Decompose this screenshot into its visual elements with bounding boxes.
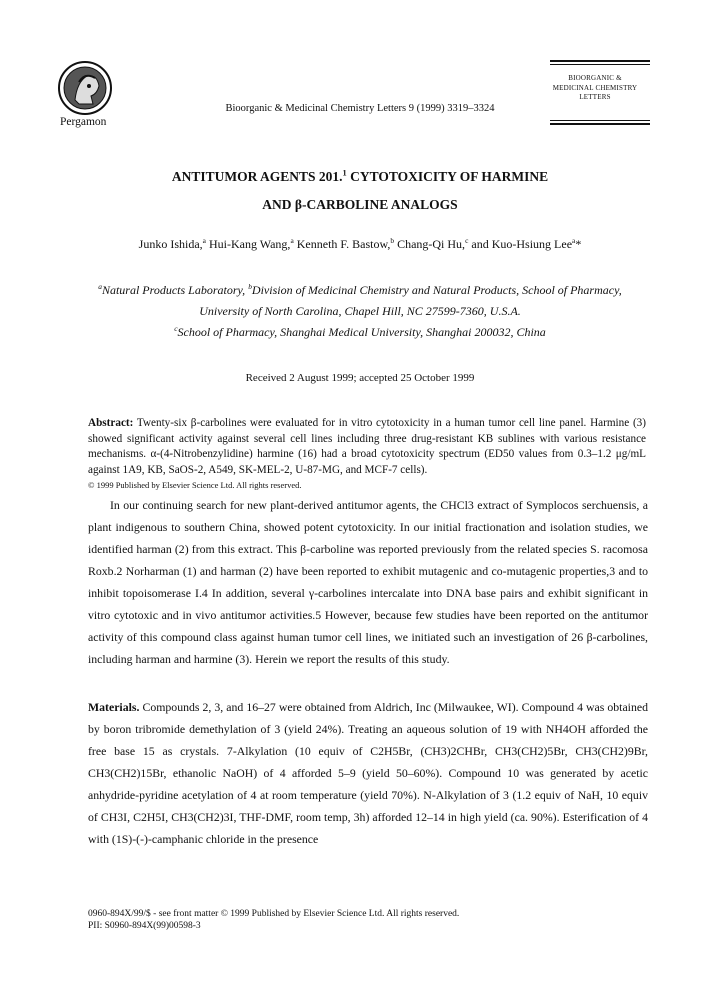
brand-line: LETTERS xyxy=(579,93,611,101)
abstract-text: Twenty-six β-carbolines were evaluated for in vitro cytotoxicity in a human tumor cell line panel. Harmine (3) showed significant activity against several cell lines including three drug-resistant KB sublines with various resistance mechanisms. α-(4-Nitrobenzylidine) harmine (16) had a broad cytotoxicity spectrum (ED50 values from 0.3–1.2 μg/mL against 1A9, KB, SaOS-2, A549, SK-MEL-2, U-87-MG, and MCF-7 cells). xyxy=(88,417,646,476)
abstract-copyright: © 1999 Published by Elsevier Science Ltd. All rights reserved. xyxy=(88,480,302,490)
affiliation-line: University of North Carolina, Chapel Hill, NC 27599-7360, U.S.A. xyxy=(199,304,521,318)
journal-brand xyxy=(540,74,650,103)
abstract-label: Abstract: xyxy=(88,417,134,429)
materials-label: Materials. xyxy=(88,700,140,714)
footer-pii: PII: S0960-894X(99)00598-3 xyxy=(88,921,201,931)
bottom-rule xyxy=(550,123,650,125)
author: Junko Ishida,$^a$ xyxy=(138,236,206,251)
title-line-1: ANTITUMOR AGENTS 201.$^1$ CYTOTOXICITY OF HARMINE xyxy=(171,168,549,184)
author: Kenneth F. Bastow,$^b$ xyxy=(296,236,395,251)
affiliation-line: $^c$School of Pharmacy, Shanghai Medical University, Shanghai 200032, China xyxy=(174,324,546,339)
affiliation-line: $^a$Natural Products Laboratory, $^b$Division of Medicinal Chemistry and Natural Products, School of Pharmacy, xyxy=(98,282,622,297)
abstract xyxy=(88,416,646,494)
top-rule-thin xyxy=(550,64,650,65)
title-line-2: AND β-CARBOLINE ANALOGS xyxy=(262,197,458,212)
author: Kuo-Hsiung Lee$^a$* xyxy=(491,236,582,251)
footer xyxy=(88,908,459,932)
bottom-rule-thin xyxy=(550,120,650,121)
journal-citation: Bioorganic & Medicinal Chemistry Letters 9 (1999) 3319–3324 xyxy=(225,103,495,114)
top-rule xyxy=(550,60,650,62)
intro-paragraph: In our continuing search for new plant-derived antitumor agents, the CHCl3 extract of Symplocos serchuensis, a plant indigenous to southern China, showed potent cytotoxicity. In our initial fractionation and isolation studies, we identified harman (2) from this extract. This β-carboline was reported previously from the related species S. racomosa Roxb.2 Norharman (1) and harman (2) have been reported to exhibit mutagenic and co-mutagenic properties,3 and to inhibit topoisomerase I.4 In addition, several γ-carbolines intercalate into DNA base pairs and exhibit significant in vitro cytotoxic and in vivo antitumor activities.5 However, because few studies have been reported on the antitumor activity of this compound class against human tumor cell lines, we initiated such an investigation of 26 β-carbolines, including harman and harmine (3). Herein we report the results of this study. xyxy=(88,498,648,666)
author-list xyxy=(0,237,720,252)
author: Hui-Kang Wang,$^a$ xyxy=(208,236,294,251)
paper-title xyxy=(0,163,720,219)
brand-line: MEDICINAL CHEMISTRY xyxy=(552,83,638,92)
footer-copyright: 0960-894X/99/$ - see front matter © 1999 Published by Elsevier Science Ltd. All rights reserved. xyxy=(88,909,460,919)
brand-line: BIOORGANIC & xyxy=(568,74,622,82)
publisher-name: Pergamon xyxy=(60,116,107,128)
footnote-ref: 1 xyxy=(342,168,347,178)
affiliations xyxy=(0,280,720,343)
author: Chang-Qi Hu,$^c$ and xyxy=(397,236,492,251)
received-dates: Received 2 August 1999; accepted 25 October 1999 xyxy=(245,372,475,384)
materials-paragraph: Materials. Compounds 2, 3, and 16–27 were obtained from Aldrich, Inc (Milwaukee, WI). Compound 4 was obtained by boron tribromide demethylation of 3 (yield 24%). Treating an aqueous solution of 19 with NH4OH afforded the free base 15 as crystals. 7-Alkylation (10 equiv of C2H5Br, (CH3)2CHBr, CH3(CH2)5Br, CH3(CH2)9Br, CH3(CH2)15Br, ethanolic NaOH) of 4 afforded 5–9 (yield 50–60%). Compound 10 was generated by acetic anhydride-pyridine acetylation of 4 at room temperature (yield 70%). N-Alkylation of 3 (1.2 equiv of NaH, 10 equiv of CH3I, C2H5I, CH3(CH2)3I, THF-DMF, room temp, 3h) afforded 12–14 in high yield (ca. 90%). Esterification of 4 with (1S)-(-)-camphanic chloride in the presence xyxy=(88,700,648,846)
